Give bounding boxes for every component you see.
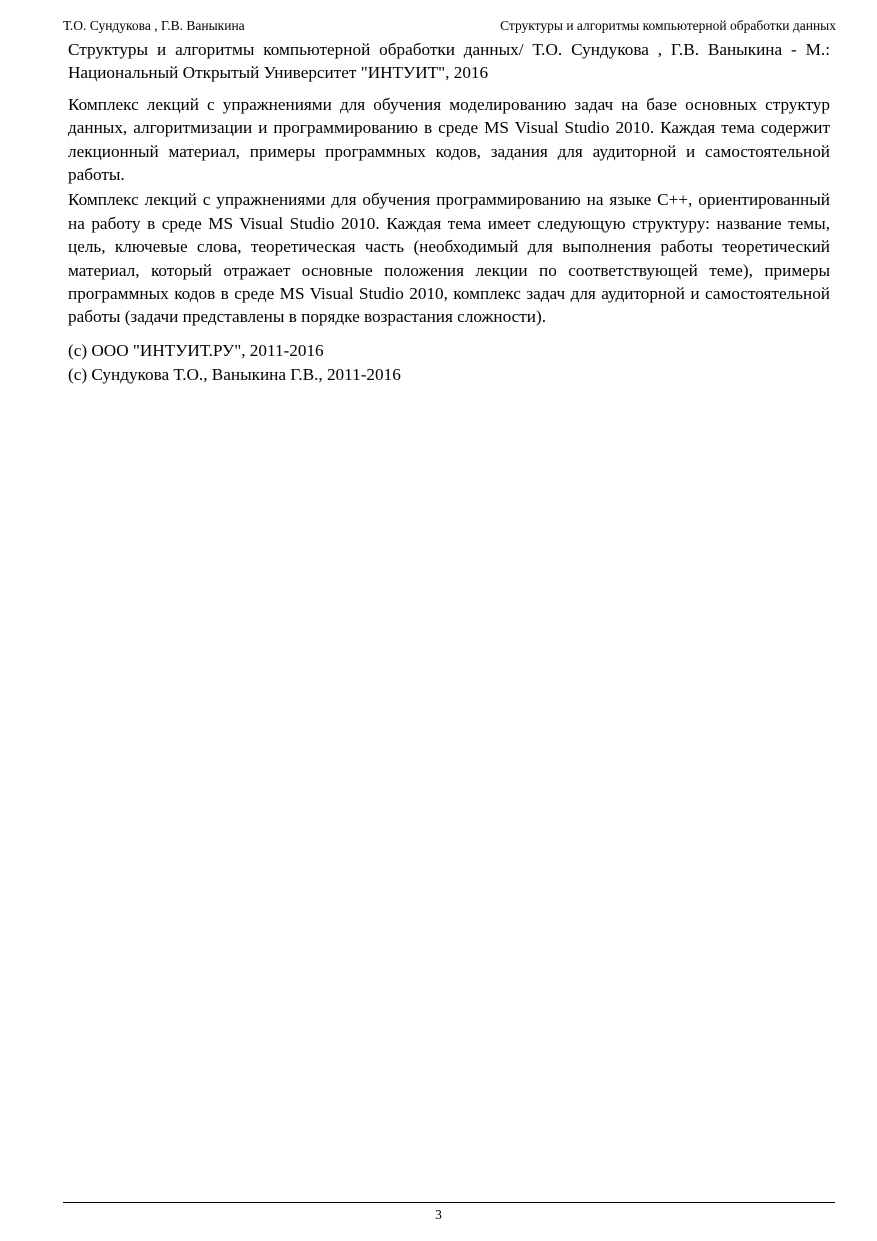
running-header [63, 16, 836, 36]
page-content [68, 38, 830, 387]
copyright-block [68, 339, 830, 387]
footer-divider [63, 1202, 835, 1203]
copyright-line-2: (c) Сундукова Т.О., Ваныкина Г.В., 2011-2016 [68, 364, 401, 384]
header-authors: Т.О. Сундукова , Г.В. Ваныкина [63, 18, 245, 33]
header-book-title: Структуры и алгоритмы компьютерной обработки данных [500, 18, 836, 33]
abstract-paragraph-2: Комплекс лекций с упражнениями для обучения программированию на языке С++, ориентированный на работу в среде MS Visual Studio 2010. Каждая тема имеет следующую структуру: название темы, цель, ключевые слова, теоретическая часть (необходимый для выполнения работы теоретический материал, который отражает основные положения лекции по соответствующей теме), примеры программных кодов в среде MS Visual Studio 2010, комплекс задач для аудиторной и самостоятельной работы (задачи представлены в порядке возрастания сложности). [68, 190, 830, 327]
page-number: 3 [435, 1207, 442, 1222]
bibliographic-citation: Структуры и алгоритмы компьютерной обработки данных/ Т.О. Сундукова , Г.В. Ваныкина - М.: Национальный Открытый Университет "ИНТУИТ", 2016 [68, 40, 830, 83]
copyright-line-1: (c) ООО "ИНТУИТ.РУ", 2011-2016 [68, 340, 324, 360]
abstract-paragraph-1: Комплекс лекций с упражнениями для обучения моделированию задач на базе основных структур данных, алгоритмизации и программированию в среде MS Visual Studio 2010. Каждая тема содержит лекционный материал, примеры программных кодов, задания для аудиторной и самостоятельной работы. [68, 94, 830, 185]
